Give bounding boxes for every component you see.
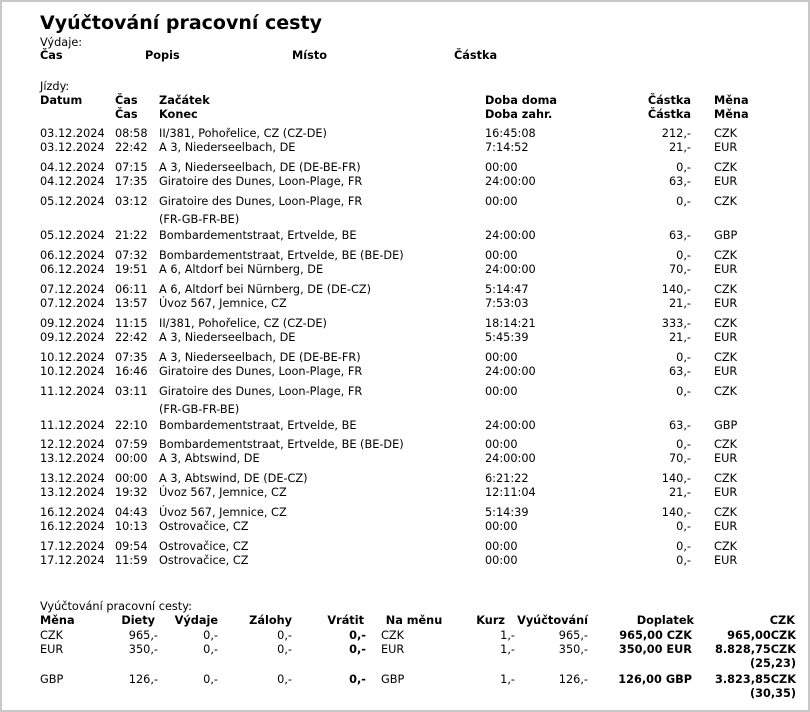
trip-currency: CZK [714, 540, 738, 553]
trip-amount: 140,- [661, 506, 691, 519]
trip-duration: 5:14:39 [485, 506, 529, 519]
trip-place: A 3, Niederseelbach, DE (DE-BE-FR) [159, 161, 361, 174]
trip-duration: 00:00 [485, 161, 518, 174]
trip-duration: 7:53:03 [485, 297, 529, 310]
trip-date: 13.12.2024 [40, 486, 105, 499]
trip-amount: 63,- [668, 175, 691, 188]
trip-amount: 21,- [668, 297, 691, 310]
trip-time: 00:00 [115, 452, 148, 465]
trip-time: 21:22 [115, 229, 148, 242]
expenses-label: Výdaje: [40, 36, 83, 49]
trip-date: 05.12.2024 [40, 229, 105, 242]
trip-place: A 6, Altdorf bei Nürnberg, DE (DE-CZ) [159, 283, 372, 296]
trip-currency: GBP [714, 229, 738, 242]
trip-currency: CZK [714, 249, 738, 262]
trip-currency: CZK [714, 195, 738, 208]
trip-time: 11:59 [115, 554, 148, 567]
summary-rate: 1,- [500, 673, 515, 686]
trip-currency: CZK [714, 351, 738, 364]
trip-currency: GBP [714, 419, 738, 432]
trip-date: 04.12.2024 [40, 161, 105, 174]
summary-to-currency: CZK [381, 629, 405, 642]
trip-time: 08:58 [115, 127, 148, 140]
trip-place: A 3, Niederseelbach, DE [159, 331, 296, 344]
summary-expenses: 0,- [203, 673, 218, 686]
trip-amount: 21,- [668, 486, 691, 499]
summary-expenses: 0,- [203, 629, 218, 642]
trip-amount: 70,- [668, 452, 691, 465]
trip-currency: EUR [714, 486, 738, 499]
trip-place: A 6, Altdorf bei Nürnberg, DE [159, 263, 324, 276]
summary-settlement: 126,- [558, 673, 588, 686]
trip-duration: 24:00:00 [485, 452, 536, 465]
trip-duration: 00:00 [485, 540, 518, 553]
summary-header-expenses: Výdaje [174, 614, 218, 627]
trip-place: A 3, Niederseelbach, DE [159, 141, 296, 154]
summary-per-diem: 126,- [128, 673, 158, 686]
trip-date: 09.12.2024 [40, 317, 105, 330]
summary-header-settlement: Vyúčtování [517, 614, 588, 627]
summary-rate: 1,- [500, 629, 515, 642]
summary-refund: 0,- [349, 629, 366, 642]
trip-duration: 00:00 [485, 195, 518, 208]
trip-amount: 0,- [676, 385, 691, 398]
trip-amount: 0,- [676, 540, 691, 553]
trips-header-currency-2: Měna [714, 108, 749, 121]
trip-currency: CZK [714, 438, 738, 451]
trip-time: 00:00 [115, 472, 148, 485]
trip-currency: EUR [714, 297, 738, 310]
summary-header-rate: Kurz [476, 614, 505, 627]
trip-amount: 63,- [668, 419, 691, 432]
summary-currency: CZK [40, 629, 64, 642]
trip-date: 13.12.2024 [40, 452, 105, 465]
trip-place: Giratoire des Dunes, Loon-Plage, FR [159, 365, 363, 378]
trip-date: 16.12.2024 [40, 506, 105, 519]
summary-header-per-diem: Diety [121, 614, 155, 627]
trips-header-amount: Částka [647, 94, 691, 107]
summary-to-currency: GBP [381, 673, 405, 686]
trip-place: Ostrovačice, CZ [159, 520, 249, 533]
trip-currency: CZK [714, 161, 738, 174]
trip-duration: 24:00:00 [485, 175, 536, 188]
summary-header-refund: Vrátit [327, 614, 364, 627]
summary-advances: 0,- [277, 643, 292, 656]
trip-duration: 00:00 [485, 520, 518, 533]
summary-header-advances: Zálohy [249, 614, 292, 627]
trip-time: 03:11 [115, 385, 148, 398]
trips-header-time-end: Čas [115, 108, 138, 121]
trip-amount: 0,- [676, 438, 691, 451]
trip-currency: CZK [714, 127, 738, 140]
summary-czk-rate: (30,35) [749, 687, 796, 700]
trip-place: Giratoire des Dunes, Loon-Plage, FR [159, 195, 363, 208]
trip-time: 19:51 [115, 263, 148, 276]
trip-place: II/381, Pohořelice, CZ (CZ-DE) [159, 317, 327, 330]
trip-amount: 333,- [661, 317, 691, 330]
trip-amount: 0,- [676, 161, 691, 174]
summary-header-to-currency: Na měnu [385, 614, 443, 627]
trip-date: 07.12.2024 [40, 297, 105, 310]
trips-header-amount-2: Částka [647, 108, 691, 121]
trip-currency: EUR [714, 141, 738, 154]
summary-advances: 0,- [277, 673, 292, 686]
trip-time: 07:35 [115, 351, 148, 364]
trip-date: 17.12.2024 [40, 540, 105, 553]
trip-place: A 3, Abtswind, DE (DE-CZ) [159, 472, 308, 485]
trips-header-abroad: Doba zahr. [485, 108, 553, 121]
trips-header-start: Začátek [159, 94, 210, 107]
trip-date: 03.12.2024 [40, 127, 105, 140]
trip-place: Ostrovačice, CZ [159, 540, 249, 553]
trips-header-time: Čas [115, 94, 138, 107]
summary-currency: EUR [40, 643, 64, 656]
trip-time: 19:32 [115, 486, 148, 499]
trip-date: 17.12.2024 [40, 554, 105, 567]
trip-time: 10:13 [115, 520, 148, 533]
trip-duration: 24:00:00 [485, 229, 536, 242]
trip-duration: 5:45:39 [485, 331, 529, 344]
trip-date: 07.12.2024 [40, 283, 105, 296]
trip-time: 13:57 [115, 297, 148, 310]
summary-header-currency: Měna [40, 614, 75, 627]
trip-place: A 3, Niederseelbach, DE (DE-BE-FR) [159, 351, 361, 364]
summary-expenses: 0,- [203, 643, 218, 656]
trip-time: 07:15 [115, 161, 148, 174]
summary-czk: 965,00CZK [727, 629, 796, 642]
trip-time: 09:54 [115, 540, 148, 553]
summary-per-diem: 965,- [128, 629, 158, 642]
trip-duration: 00:00 [485, 438, 518, 451]
trip-time: 06:11 [115, 283, 148, 296]
trip-amount: 0,- [676, 195, 691, 208]
trip-date: 06.12.2024 [40, 249, 105, 262]
trips-label: Jízdy: [40, 80, 70, 93]
trip-currency: EUR [714, 263, 738, 276]
summary-header-czk: CZK [769, 614, 795, 627]
trip-date: 11.12.2024 [40, 385, 105, 398]
summary-surcharge: 126,00 GBP [618, 673, 692, 686]
summary-advances: 0,- [277, 629, 292, 642]
trip-currency: EUR [714, 554, 738, 567]
trip-duration: 00:00 [485, 351, 518, 364]
trip-date: 05.12.2024 [40, 195, 105, 208]
summary-currency: GBP [40, 673, 64, 686]
trip-date: 16.12.2024 [40, 520, 105, 533]
summary-surcharge: 965,00 CZK [619, 629, 692, 642]
trip-duration: 24:00:00 [485, 263, 536, 276]
trip-date: 10.12.2024 [40, 365, 105, 378]
trip-amount: 140,- [661, 472, 691, 485]
trip-currency: EUR [714, 520, 738, 533]
trip-place: Bombardementstraat, Ertvelde, BE (BE-DE) [159, 438, 404, 451]
trip-place: Giratoire des Dunes, Loon-Plage, FR [159, 385, 363, 398]
trip-date: 12.12.2024 [40, 438, 105, 451]
trip-time: 22:10 [115, 419, 148, 432]
expenses-header-time: Čas [40, 49, 63, 62]
expenses-header-description: Popis [145, 49, 180, 62]
trip-currency: EUR [714, 175, 738, 188]
trip-place: Úvoz 567, Jemnice, CZ [159, 486, 287, 499]
trip-duration: 00:00 [485, 554, 518, 567]
trip-place: Giratoire des Dunes, Loon-Plage, FR [159, 175, 363, 188]
trip-place: Bombardementstraat, Ertvelde, BE (BE-DE) [159, 249, 404, 262]
trip-place: A 3, Abtswind, DE [159, 452, 260, 465]
summary-czk: 3.823,85CZK [715, 673, 796, 686]
trip-time: 16:46 [115, 365, 148, 378]
expenses-header-place: Místo [292, 49, 327, 62]
trip-currency: CZK [714, 283, 738, 296]
trip-date: 04.12.2024 [40, 175, 105, 188]
trip-time: 11:15 [115, 317, 148, 330]
trip-place: Bombardementstraat, Ertvelde, BE [159, 419, 357, 432]
trip-amount: 0,- [676, 249, 691, 262]
trip-duration: 7:14:52 [485, 141, 529, 154]
trip-amount: 212,- [661, 127, 691, 140]
trip-duration: 00:00 [485, 385, 518, 398]
trip-duration: 6:21:22 [485, 472, 529, 485]
trip-duration: 24:00:00 [485, 365, 536, 378]
summary-refund: 0,- [349, 673, 366, 686]
trip-amount: 63,- [668, 365, 691, 378]
trip-duration: 18:14:21 [485, 317, 536, 330]
summary-surcharge: 350,00 EUR [618, 643, 692, 656]
trip-amount: 63,- [668, 229, 691, 242]
trip-duration: 5:14:47 [485, 283, 529, 296]
trip-amount: 0,- [676, 351, 691, 364]
trip-time: 07:32 [115, 249, 148, 262]
trip-date: 06.12.2024 [40, 263, 105, 276]
trip-date: 03.12.2024 [40, 141, 105, 154]
trip-place: Úvoz 567, Jemnice, CZ [159, 297, 287, 310]
trip-place: Úvoz 567, Jemnice, CZ [159, 506, 287, 519]
trip-time: 07:59 [115, 438, 148, 451]
trip-date: 10.12.2024 [40, 351, 105, 364]
summary-to-currency: EUR [381, 643, 405, 656]
summary-label: Vyúčtování pracovní cesty: [40, 600, 192, 613]
summary-per-diem: 350,- [128, 643, 158, 656]
trip-currency: EUR [714, 452, 738, 465]
trips-header-date: Datum [40, 94, 83, 107]
trip-place: II/381, Pohořelice, CZ (CZ-DE) [159, 127, 327, 140]
trip-duration: 12:11:04 [485, 486, 536, 499]
summary-czk: 8.828,75CZK [715, 643, 796, 656]
trip-place-continued: (FR-GB-FR-BE) [159, 213, 240, 226]
summary-settlement: 350,- [558, 643, 588, 656]
trip-amount: 0,- [676, 554, 691, 567]
trips-header-end: Konec [159, 108, 198, 121]
expenses-header-amount: Částka [454, 49, 498, 62]
trip-place: Bombardementstraat, Ertvelde, BE [159, 229, 357, 242]
trip-currency: EUR [714, 365, 738, 378]
summary-refund: 0,- [349, 643, 366, 656]
trip-date: 11.12.2024 [40, 419, 105, 432]
trip-currency: CZK [714, 472, 738, 485]
trip-time: 03:12 [115, 195, 148, 208]
trip-time: 17:35 [115, 175, 148, 188]
trip-time: 22:42 [115, 141, 148, 154]
trip-duration: 16:45:08 [485, 127, 536, 140]
trips-header-home: Doba doma [485, 94, 558, 107]
summary-settlement: 965,- [558, 629, 588, 642]
trip-amount: 140,- [661, 283, 691, 296]
trip-amount: 21,- [668, 331, 691, 344]
trip-currency: CZK [714, 317, 738, 330]
trip-time: 04:43 [115, 506, 148, 519]
trip-time: 22:42 [115, 331, 148, 344]
trip-duration: 00:00 [485, 249, 518, 262]
trip-date: 09.12.2024 [40, 331, 105, 344]
trip-currency: EUR [714, 331, 738, 344]
page-title: Vyúčtování pracovní cesty [40, 12, 322, 34]
trip-amount: 0,- [676, 520, 691, 533]
trip-amount: 70,- [668, 263, 691, 276]
trip-currency: CZK [714, 506, 738, 519]
trip-date: 13.12.2024 [40, 472, 105, 485]
summary-czk-rate: (25,23) [749, 657, 796, 670]
trip-currency: CZK [714, 385, 738, 398]
trip-place-continued: (FR-GB-FR-BE) [159, 403, 240, 416]
trip-place: Ostrovačice, CZ [159, 554, 249, 567]
trips-header-currency: Měna [714, 94, 749, 107]
trip-amount: 21,- [668, 141, 691, 154]
summary-rate: 1,- [500, 643, 515, 656]
summary-header-surcharge: Doplatek [636, 614, 694, 627]
trip-duration: 24:00:00 [485, 419, 536, 432]
